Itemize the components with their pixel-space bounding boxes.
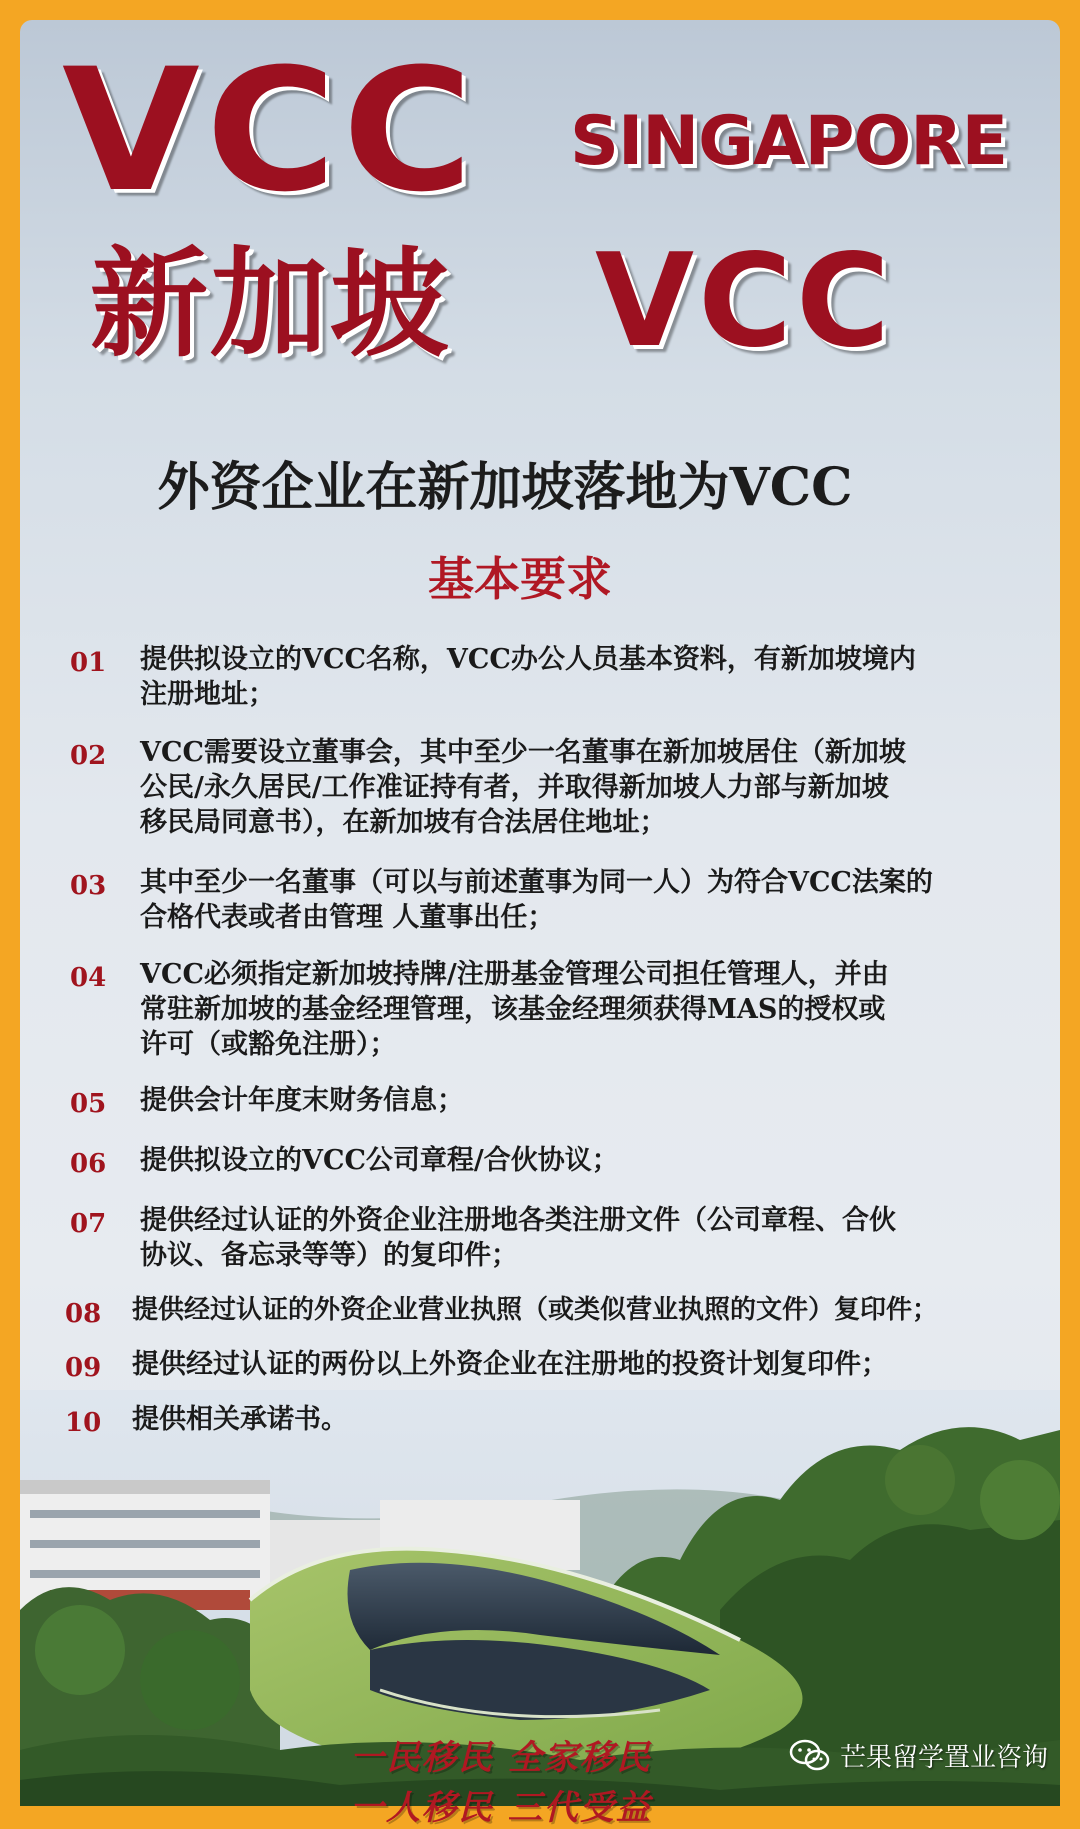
requirement-item bbox=[20, 1347, 1060, 1383]
requirement-text: 提供拟设立的VCC公司章程/合伙协议； bbox=[140, 1145, 619, 1176]
requirement-item bbox=[20, 735, 1060, 840]
subtitle: 外资企业在新加坡落地为VCC bbox=[157, 457, 853, 518]
requirement-number: 01 bbox=[70, 648, 107, 678]
requirement-item bbox=[20, 1143, 1060, 1179]
wechat-watermark bbox=[790, 1737, 1048, 1774]
requirement-text: 其中至少一名董事（可以与前述董事为同一人）为符合VCC法案的 合格代表或者由管理 人董事出任； bbox=[140, 867, 933, 933]
requirement-text: 提供经过认证的两份以上外资企业在注册地的投资计划复印件； bbox=[132, 1349, 888, 1380]
requirement-number: 04 bbox=[70, 963, 107, 993]
requirement-number: 09 bbox=[65, 1353, 102, 1383]
wechat-icon bbox=[790, 1739, 830, 1773]
requirement-item bbox=[20, 1293, 1060, 1329]
requirement-number: 05 bbox=[70, 1089, 107, 1119]
title-chinese: 新加坡 bbox=[90, 235, 451, 373]
requirement-item bbox=[20, 1083, 1060, 1119]
title-vcc-second: VCC bbox=[595, 227, 894, 376]
requirement-number: 06 bbox=[70, 1149, 107, 1179]
requirement-text: 提供经过认证的外资企业注册地各类注册文件（公司章程、合伙 协议、备忘录等等）的复印件； bbox=[140, 1205, 896, 1271]
requirement-item bbox=[20, 957, 1060, 1062]
requirement-text: VCC必须指定新加坡持牌/注册基金管理公司担任管理人，并由 常驻新加坡的基金经理管理，该基金经理须获得MAS的授权或 许可（或豁免注册）； bbox=[140, 959, 889, 1060]
requirement-number: 08 bbox=[65, 1299, 102, 1329]
requirement-item bbox=[20, 865, 1060, 935]
requirement-number: 02 bbox=[70, 741, 107, 771]
requirement-text: 提供拟设立的VCC名称，VCC办公人员基本资料，有新加坡境内 注册地址； bbox=[140, 644, 916, 710]
section-title: 基本要求 bbox=[428, 552, 612, 606]
requirement-item bbox=[20, 642, 1060, 712]
requirement-text: 提供经过认证的外资企业营业执照（或类似营业执照的文件）复印件； bbox=[132, 1295, 939, 1325]
requirement-number: 10 bbox=[65, 1408, 102, 1438]
requirement-text: 提供会计年度末财务信息； bbox=[140, 1085, 464, 1116]
slogan-2: 一人移民 三代受益 bbox=[350, 1788, 652, 1828]
requirement-number: 07 bbox=[70, 1209, 107, 1239]
requirement-text: 提供相关承诺书。 bbox=[132, 1404, 348, 1435]
title-vcc: VCC bbox=[62, 32, 480, 229]
requirement-text: VCC需要设立董事会，其中至少一名董事在新加坡居住（新加坡 公民/永久居民/工作准证持有者，并取得新加坡人力部与新加坡 移民局同意书），在新加坡有合法居住地址； bbox=[140, 737, 906, 838]
wechat-account-name: 芒果留学置业咨询 bbox=[840, 1743, 1049, 1773]
requirement-item bbox=[20, 1203, 1060, 1273]
title-singapore: SINGAPORE bbox=[570, 102, 1008, 181]
poster bbox=[20, 20, 1060, 1828]
slogan-1: 一民移民 全家移民 bbox=[350, 1738, 652, 1778]
requirement-number: 03 bbox=[70, 871, 107, 901]
requirement-item bbox=[20, 1402, 1060, 1438]
